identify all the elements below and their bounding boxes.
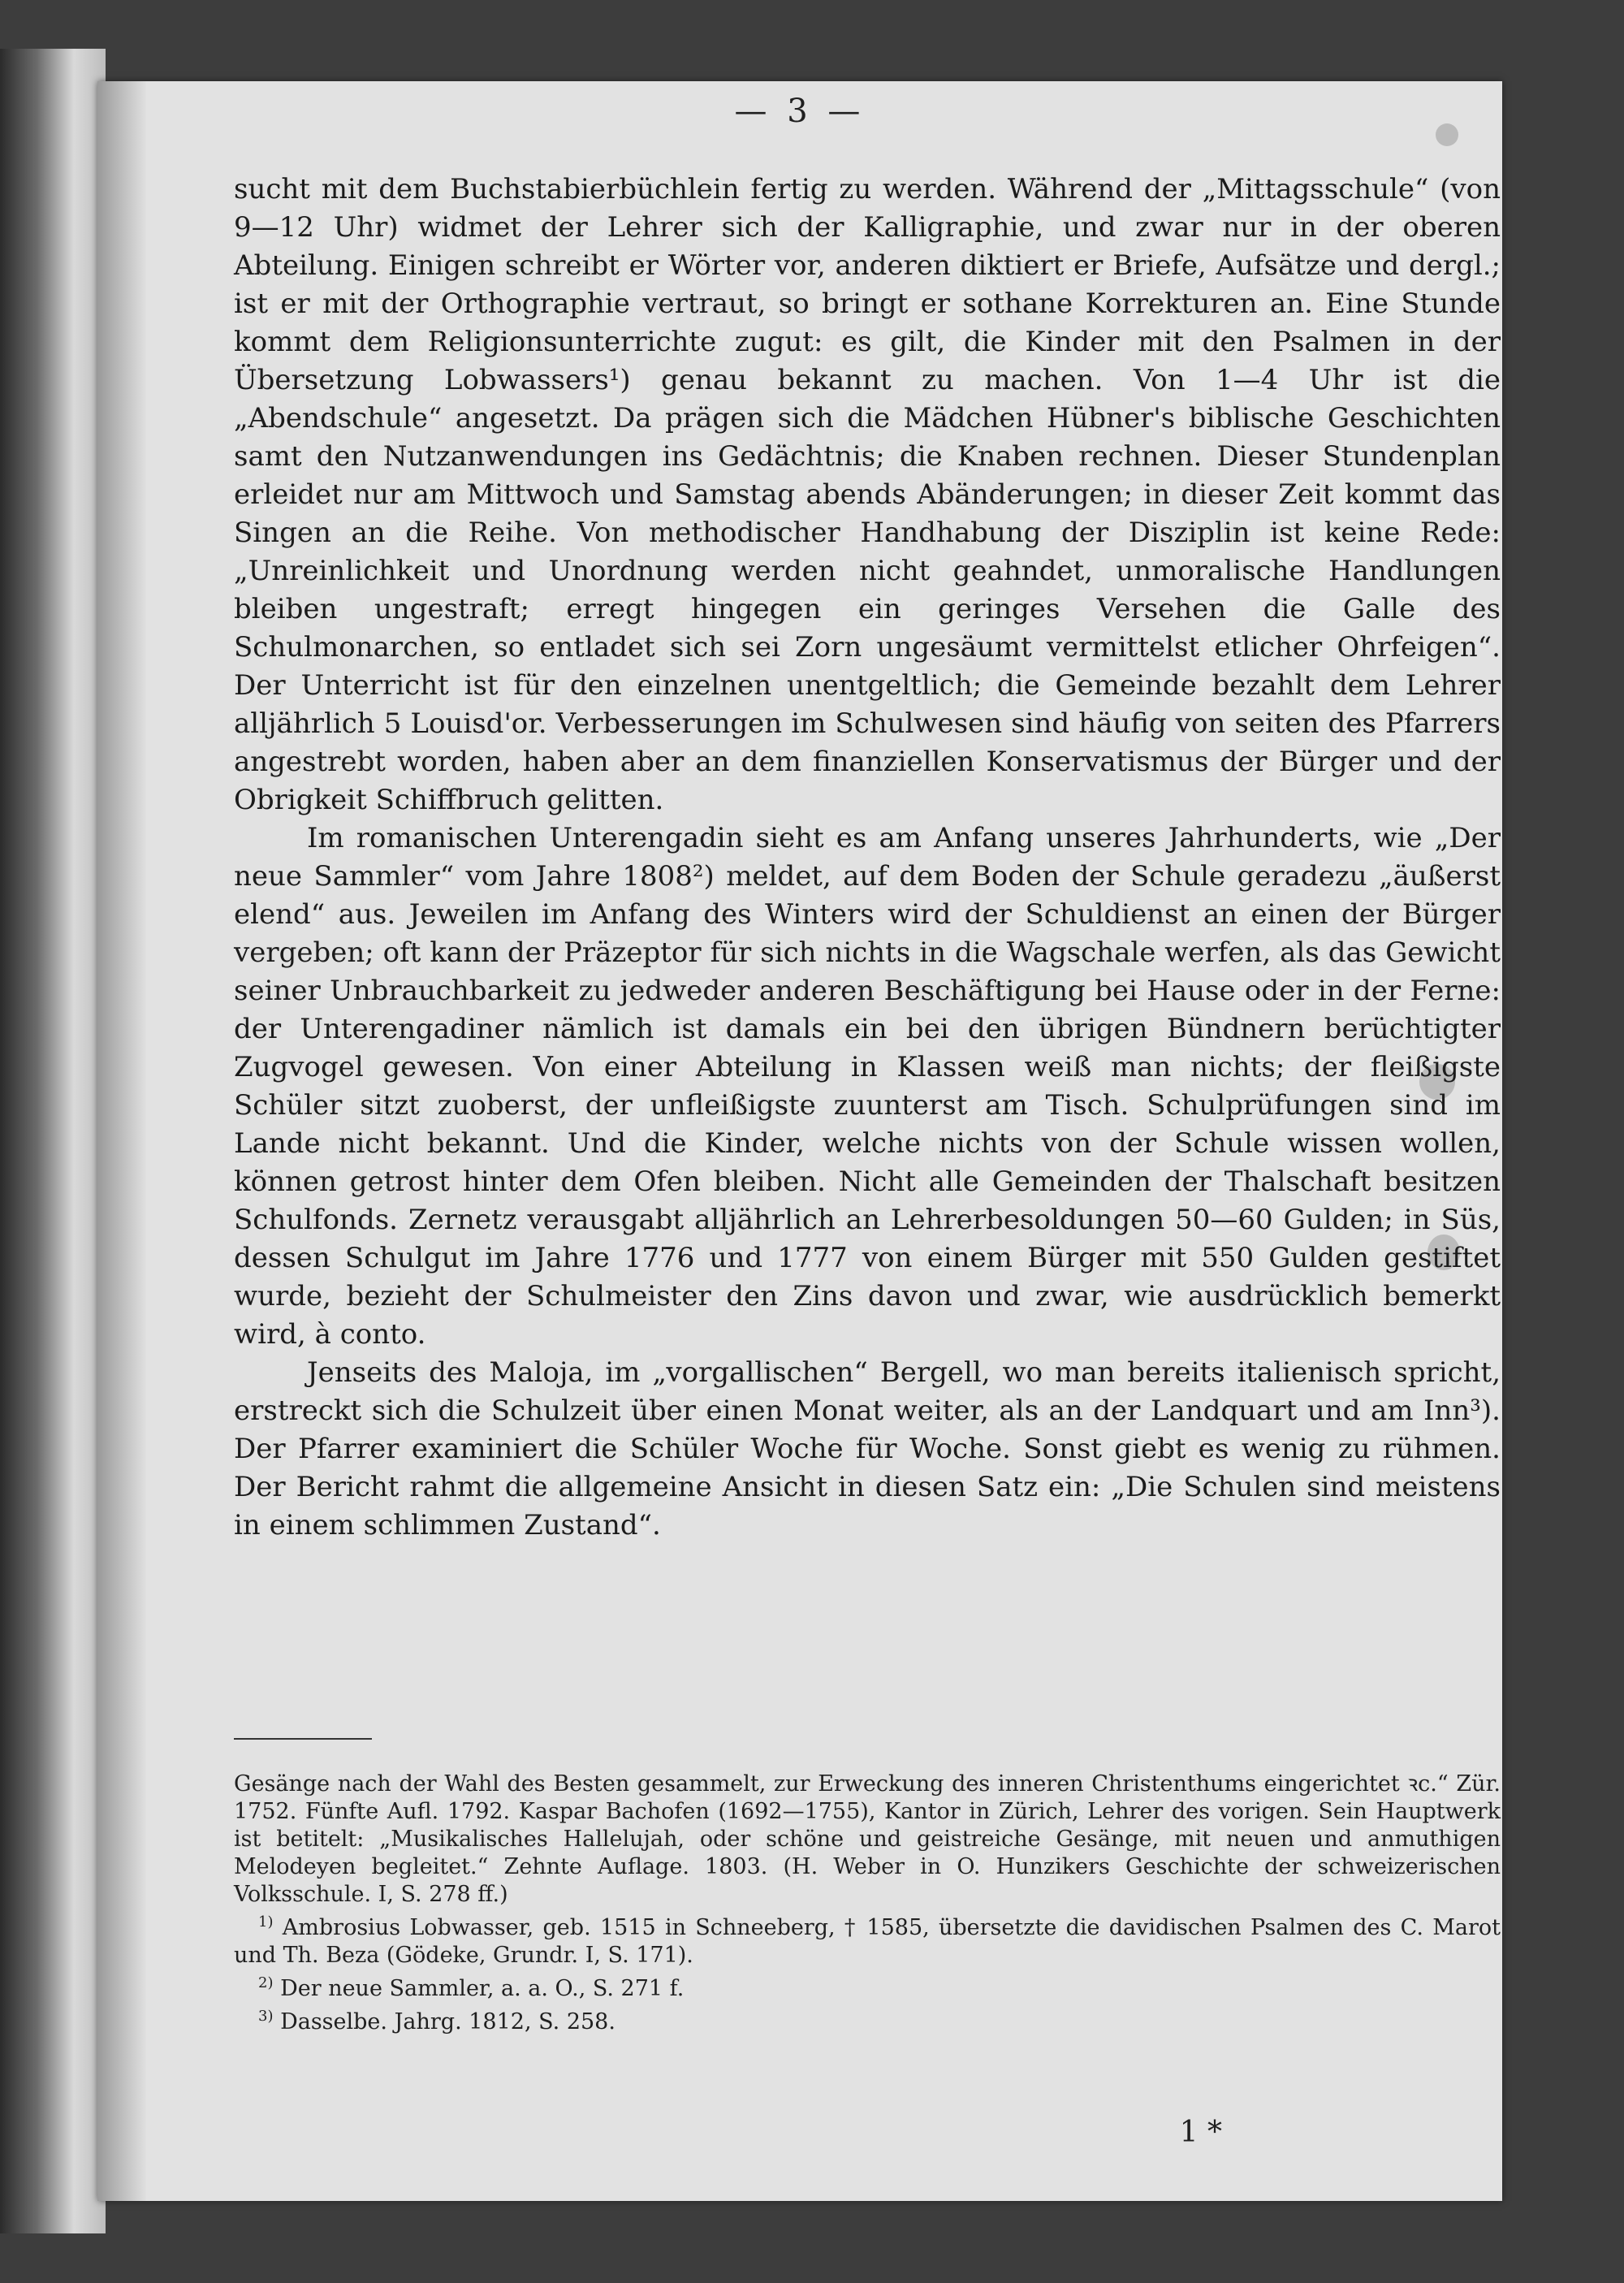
page-number: — 3 — <box>734 93 866 130</box>
footnote-text: Der neue Sammler, a. a. O., S. 271 f. <box>280 1976 685 2001</box>
facing-page-edge <box>0 49 106 2233</box>
footnotes <box>234 1771 1501 2036</box>
book-page <box>97 81 1502 2201</box>
footnote <box>234 1970 1501 2003</box>
main-text <box>234 171 1501 1545</box>
footnote <box>234 1909 1501 1970</box>
footnote-marker: 3) <box>258 2008 274 2025</box>
signature-mark: 1 * <box>1179 2116 1222 2149</box>
paragraph: Im romanischen Unterengadin sieht es am Anfang unseres Jahrhunderts, wie „Der neue Sammler“ vom Jahre 1808²) meldet, auf dem Boden der Schule geradezu „äußerst elend“ aus. Jeweilen im Anfang des Winters wird der Schuldienst an einen der Bürger vergeben; oft kann der Präzeptor für sich nichts in die Wagschale werfen, als das Gewicht seiner Unbrauchbarkeit zu jedweder anderen Beschäftigung bei Hause oder in der Ferne: der Unterengadiner nämlich ist damals ein bei den übrigen Bündnern berüchtigter Zugvogel gewesen. Von einer Abteilung in Klassen weiß man nichts; der fleißigste Schüler sitzt zuoberst, der unfleißigste zuunterst am Tisch. Schulprüfungen sind im Lande nicht bekannt. Und die Kinder, welche nichts von der Schule wissen wollen, können getrost hinter dem Ofen bleiben. Nicht alle Gemeinden der Thalschaft besitzen Schulfonds. Zernetz verausgabt alljährlich an Lehrerbesoldungen 50—60 Gulden; in Süs, dessen Schulgut im Jahre 1776 und 1777 von einem Bürger mit 550 Gulden gestiftet wurde, bezieht der Schulmeister den Zins davon und zwar, wie ausdrücklich bemerkt wird, à conto. <box>234 822 1501 1351</box>
footnote-divider <box>234 1738 372 1740</box>
paragraph: sucht mit dem Buchstabierbüchlein fertig zu werden. Während der „Mittagsschule“ (von 9—12 Uhr) widmet der Lehrer sich der Kalligraphie, und zwar nur in der oberen Abteilung. Einigen schreibt er Wörter vor, anderen diktiert er Briefe, Aufsätze und dergl.; ist er mit der Orthographie vertraut, so bringt er sothane Korrekturen an. Eine Stunde kommt dem Religionsunterrichte zugut: es gilt, die Kinder mit den Psalmen in der Übersetzung Lobwassers¹) genau bekannt zu machen. Von 1—4 Uhr ist die „Abendschule“ angesetzt. Da prägen sich die Mädchen Hübner's biblische Geschichten samt den Nutzanwendungen ins Gedächtnis; die Knaben rechnen. Dieser Stundenplan erleidet nur am Mittwoch und Samstag abends Abänderungen; in dieser Zeit kommt das Singen an die Reihe. Von methodischer Handhabung der Disziplin ist keine Rede: „Unreinlichkeit und Unordnung werden nicht geahndet, unmoralische Handlungen bleiben ungestraft; erregt hingegen ein geringes Versehen die Galle des Schulmonarchen, so entladet sich sei Zorn ungesäumt vermittelst etlicher Ohrfeigen“. Der Unterricht ist für den einzelnen unentgeltlich; die Gemeinde bezahlt dem Lehrer alljährlich 5 Louisd'or. Verbesserungen im Schulwesen sind häufig von seiten des Pfarrers angestrebt worden, haben aber an dem finanziellen Konservatismus der Bürger und der Obrigkeit Schiffbruch gelitten. <box>234 173 1501 816</box>
footnote-marker: 1) <box>258 1913 274 1931</box>
paragraph: Jenseits des Maloja, im „vorgallischen“ Bergell, wo man bereits italienisch spricht, erstreckt sich die Schulzeit über einen Monat weiter, als an der Landquart und am Inn³). Der Pfarrer examiniert die Schüler Woche für Woche. Sonst giebt es wenig zu rühmen. Der Bericht rahmt die allgemeine Ansicht in diesen Satz ein: „Die Schulen sind meistens in einem schlimmen Zustand“. <box>234 1356 1501 1541</box>
footnote-continuation: Gesänge nach der Wahl des Besten gesammelt, zur Erweckung des inneren Christenthums eingerichtet ꝛc.“ Zür. 1752. Fünfte Aufl. 1792. Kaspar Bachofen (1692—1755), Kantor in Zürich, Lehrer des vorigen. Sein Hauptwerk ist betitelt: „Musikalisches Hallelujah, oder schöne und geistreiche Gesänge, mit neuen und anmuthigen Melodeyen begleitet.“ Zehnte Auflage. 1803. (H. Weber in O. Hunzikers Geschichte der schweizerischen Volksschule. I, S. 278 ff.) <box>234 1771 1501 1907</box>
footnote <box>234 2003 1501 2036</box>
footnote-text: Ambrosius Lobwasser, geb. 1515 in Schneeberg, † 1585, übersetzte die davidischen Psalmen des C. Marot und Th. Beza (Gödeke, Grundr. I, S. 171). <box>234 1915 1501 1968</box>
footnote-text: Dasselbe. Jahrg. 1812, S. 258. <box>280 2009 615 2034</box>
footnote-marker: 2) <box>258 1974 274 1991</box>
